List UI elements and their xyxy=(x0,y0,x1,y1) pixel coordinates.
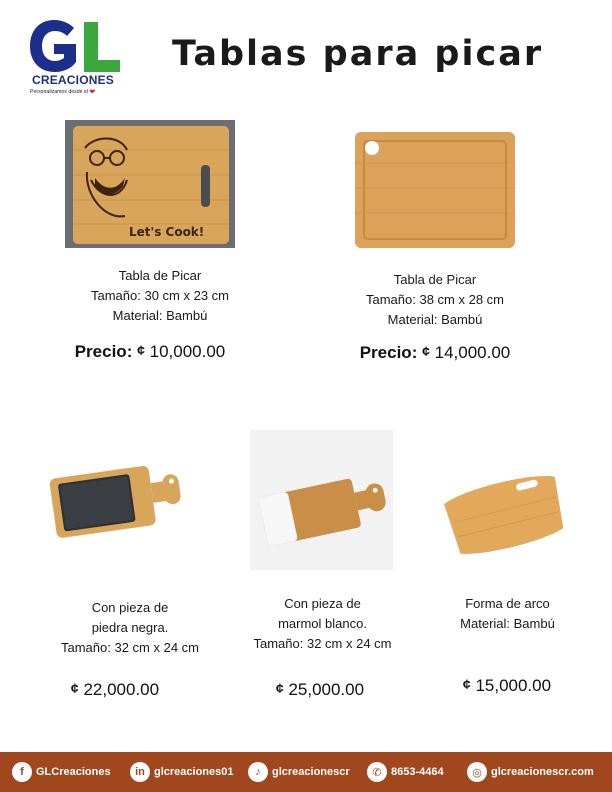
product-1-description: Tabla de Picar Tamaño: 30 cm x 23 cm Material: Bambú xyxy=(91,268,229,323)
page-title: Tablas para picar xyxy=(172,34,544,74)
brand-logo xyxy=(28,18,128,98)
tiktok-icon: ♪ xyxy=(248,762,268,782)
facebook-icon: f xyxy=(12,762,32,782)
product-2-description: Tabla de Picar Tamaño: 38 cm x 28 cm Material: Bambú xyxy=(366,272,504,327)
whatsapp-icon: ✆ xyxy=(367,762,387,782)
product-1-price: Precio: ¢ 10,000.00 xyxy=(74,342,226,361)
product-2-price: Precio: ¢ 14,000.00 xyxy=(359,343,511,362)
footer-bar xyxy=(0,752,612,792)
product-image-3 xyxy=(48,448,184,544)
product-5-description: Forma de arco Material: Bambú xyxy=(460,596,555,631)
footer-facebook[interactable]: f GLCreaciones xyxy=(12,762,111,782)
product-image-5 xyxy=(438,450,568,560)
footer-whatsapp[interactable]: ✆ 8653-4464 xyxy=(367,762,444,782)
heart-icon: ❤ xyxy=(89,89,96,96)
product-3-description: Con pieza de piedra negra. Tamaño: 32 cm x 24 cm xyxy=(61,600,199,655)
footer-linkedin[interactable]: in glcreaciones01 xyxy=(130,762,234,782)
product-image-4 xyxy=(250,430,393,570)
brand-name: CREACIONES xyxy=(32,73,115,87)
product-image-1 xyxy=(65,120,235,248)
product-4-description: Con pieza de marmol blanco. Tamaño: 32 cm x 24 cm xyxy=(253,596,392,651)
footer-tiktok[interactable]: ♪ glcreacionescr xyxy=(248,762,350,782)
brand-tagline: Personalizamos desde el ❤ xyxy=(30,89,96,96)
engraving-text: Let's Cook! xyxy=(129,225,205,239)
product-image-2 xyxy=(352,128,518,252)
product-4-price: ¢ 25,000.00 xyxy=(275,680,365,699)
product-3-price: ¢ 22,000.00 xyxy=(70,680,160,699)
product-5-price: ¢ 15,000.00 xyxy=(462,676,552,695)
logo-mark-icon xyxy=(28,18,128,74)
footer-website[interactable]: ◎ glcreacionescr.com xyxy=(467,762,594,782)
globe-icon: ◎ xyxy=(467,762,487,782)
linkedin-icon: in xyxy=(130,762,150,782)
